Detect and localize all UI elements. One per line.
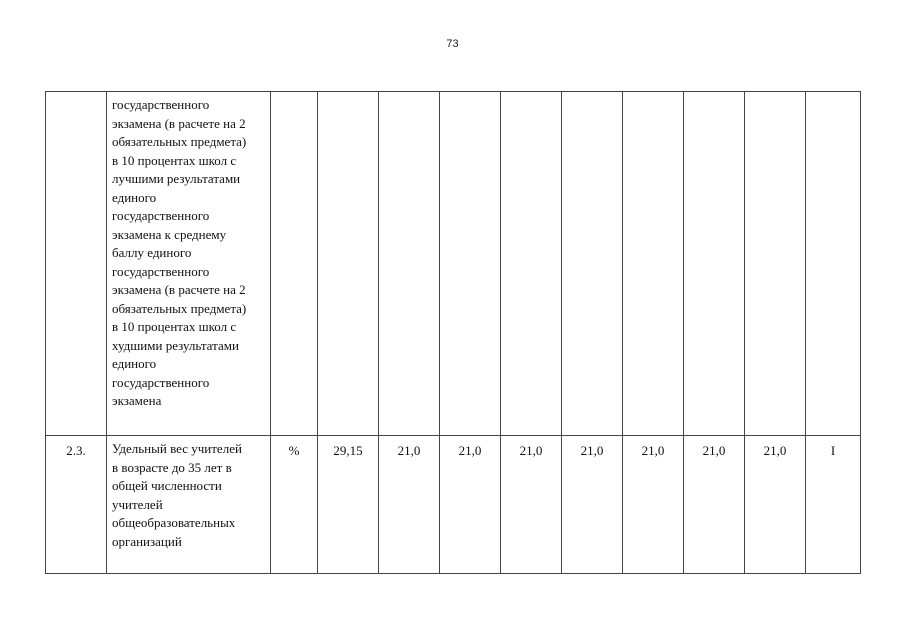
value-cell: 21,0 [440, 436, 501, 574]
value-cell: 21,0 [745, 436, 806, 574]
last-cell: I [806, 436, 861, 574]
row-number-cell: 2.3. [46, 436, 107, 574]
table-row [46, 436, 861, 574]
value-cell [501, 92, 562, 436]
value-cell [379, 92, 440, 436]
row-number-cell [46, 92, 107, 436]
unit-cell [271, 92, 318, 436]
value-cell: 21,0 [379, 436, 440, 574]
value-cell [623, 92, 684, 436]
value-cell [440, 92, 501, 436]
unit-cell: % [271, 436, 318, 574]
value-cell [684, 92, 745, 436]
value-cell: 21,0 [684, 436, 745, 574]
page-number: 73 [446, 38, 459, 50]
value-cell [562, 92, 623, 436]
indicator-name-cell: Удельный вес учителей в возрасте до 35 лет в общей численности учителей общеобразовательных организаций [107, 436, 271, 574]
table-row [46, 92, 861, 436]
indicator-name-cell: государственного экзамена (в расчете на 2 обязательных предмета) в 10 процентах школ с лучшими результатами единого государственного экзамена к среднему баллу единого государственного экзамена (в расчете на 2 обязательных предмета) в 10 процентах школ с худшими результатами единого государственного экзамена [107, 92, 271, 436]
value-cell: 21,0 [562, 436, 623, 574]
indicator-table [45, 91, 861, 574]
value-cell: 21,0 [501, 436, 562, 574]
last-cell [806, 92, 861, 436]
value-cell: 29,15 [318, 436, 379, 574]
value-cell [745, 92, 806, 436]
value-cell [318, 92, 379, 436]
value-cell: 21,0 [623, 436, 684, 574]
